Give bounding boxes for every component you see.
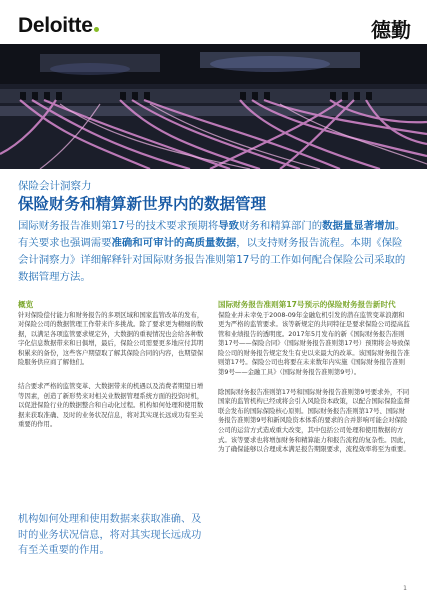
pull-quote: 机构如何处理和使用数据来获取准确、及时的业务状况信息，将对其实现长远成功有至关重要的作用。 — [18, 514, 202, 556]
deloitte-chinese-logo: 德勤 — [371, 18, 411, 42]
ifrs17-heading: 国际财务报告准则第17号预示的保险财务报告新时代 — [218, 300, 396, 309]
page-title: 保险财务和精算新世界内的数据管理 — [18, 195, 267, 213]
left-column — [18, 300, 208, 436]
intro-paragraph: 国际财务报告准则第17号的技术要求预期将导致财务和精算部门的数据量显著增加。有关要求也强调需要准确和可审计的高质量数据，以支持财务报告流程。本期《保险会计洞察力》详细解释针对国际财务报告准则第17号的工作如何配合保险公司采取的数据管理方法。 — [18, 220, 406, 283]
right-column — [218, 300, 410, 461]
logo-green-dot — [94, 27, 99, 32]
overview-paragraph-2: 结合要求严格的监管变革、大数据带来的机遇以及消费者期望日增等因素，创造了新形势来对相关业数据管理系统方面的投资时机，以促进保险行业的数据整合和自动化过程。机构如何处理和使用数据来获取准确、及时的业务状况信息，将对其实现长远成功有至关重要的作用。 — [18, 382, 204, 429]
deloitte-logo: Deloitte — [18, 14, 99, 38]
overview-paragraph-1: 针对保险偿付能力和财务报告的多项区域和国家监管改革的发布，对保险公司的数据管理工作带来许多挑战。除了要求更为精细的数据，以满足各项监管要求规定外，大数据的重视情况也会给各种数字化信息数据带来和日俱增，最后，保险公司需要更多地应付其明积累来的备份，这些客户期望取了解其保险合同的内容，也期望保险服务供应商了解他们。 — [18, 310, 204, 367]
ifrs17-paragraph-1: 保险业并未幸免于2008-09年金融危机引发的潜在监管变革浪潮和更为严格的监管要求。该等新规定的共同特征是要求保险公司提高监管和业绩报告的透明度。2017年5月发布的新《国际财务报告准则第17号——保险合同》（国际财务报告准则第17号）预期将会导致保险公司的财务报告规定发生有史以来最大的改革。该国际财务报告准则第17号。保险公司也将要在未来数年内实施《国际财务报告准则第9号——金融工具》（国际财务报告准则第9号）。 — [218, 310, 410, 377]
page-number: 1 — [403, 585, 407, 592]
network-cables-image — [0, 44, 427, 169]
ifrs17-paragraph-2: 除国际财务报告准则第17号和国际财务报告准则第9号要求外，不同国家的监管机构已经或将会引入风险资本政策，以配合国际保险监督联会发布的国际保险核心原则。国际财务报告准则第17号、国际财务报告准则第9号和新风险资本体系的要求的合并影响可能会对保险公司的运营方式造成重大改变，其中包括公司处理和使用数据的方式。该等要求也将增加财务和精算能力和报告流程的复杂性。因此，为了确保能够以合理成本满足报告期限要求，流程效率将至为重要。 — [218, 387, 410, 454]
overview-heading: 概览 — [18, 300, 34, 309]
series-kicker: 保险会计洞察力 — [18, 180, 92, 192]
